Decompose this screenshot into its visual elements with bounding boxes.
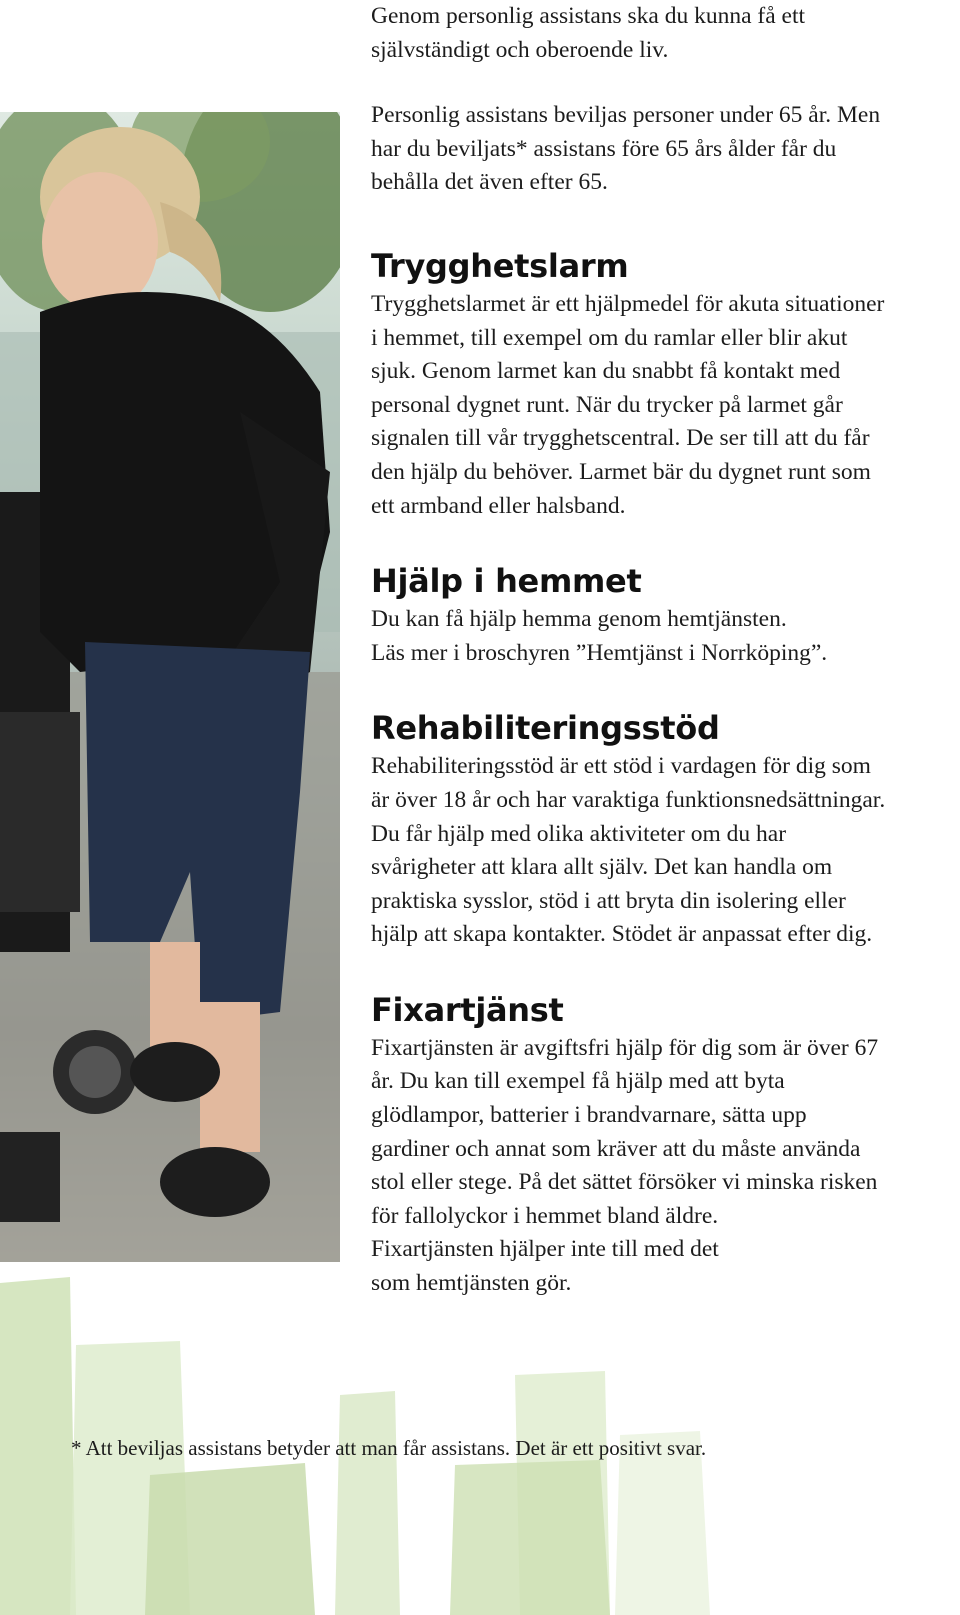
section-title: Trygghetslarm: [371, 246, 629, 285]
text-line: Personlig assistans beviljas personer under 65 år. Men: [371, 102, 881, 129]
photo-woman-wheelchair: [0, 112, 340, 1262]
text-line: i hemmet, till exempel om du ramlar eller blir akut: [371, 324, 848, 351]
section-rehabiliteringsstod: [371, 708, 956, 952]
text-line: Rehabiliteringsstöd är ett stöd i vardagen för dig som: [371, 753, 871, 780]
intro-paragraph-2: [371, 99, 956, 200]
text-line: för fallolyckor i hemmet bland äldre.: [371, 1202, 719, 1229]
text-line: personal dygnet runt. När du trycker på larmet går: [371, 391, 843, 418]
footnote: * Att beviljas assistans betyder att man får assistans. Det är ett positivt svar.: [71, 1436, 707, 1460]
text-line: Trygghetslarmet är ett hjälpmedel för akuta situationer: [371, 290, 885, 317]
text-line: behålla det även efter 65.: [371, 169, 608, 196]
section-title: Fixartjänst: [371, 990, 564, 1029]
intro-paragraph-1: [371, 0, 956, 67]
text-line: hjälp att skapa kontakter. Stödet är anpassat efter dig.: [371, 921, 873, 948]
section-body: [371, 288, 956, 523]
text-line: Du kan få hjälp hemma genom hemtjänsten.: [371, 606, 787, 633]
text-line: signalen till vår trygghetscentral. De ser till att du får: [371, 425, 870, 452]
photo-illustration: [0, 112, 340, 1262]
text-line: som hemtjänsten gör.: [371, 1270, 572, 1297]
text-line: Du får hjälp med olika aktiviteter om du har: [371, 820, 787, 847]
text-line: glödlampor, batterier i brandvarnare, sätta upp: [371, 1102, 807, 1129]
text-line: sjuk. Genom larmet kan du snabbt få kontakt med: [371, 358, 841, 385]
text-line: Genom personlig assistans ska du kunna få ett: [371, 3, 806, 29]
text-line: har du beviljats* assistans före 65 års ålder får du: [371, 135, 837, 162]
text-line: gardiner och annat som kräver att du måste använda: [371, 1135, 861, 1162]
section-body: [371, 1032, 956, 1301]
section-title: Hjälp i hemmet: [371, 562, 642, 601]
text-line: självständigt och oberoende liv.: [371, 36, 669, 63]
text-line: Fixartjänsten hjälper inte till med det: [371, 1236, 719, 1263]
text-line: år. Du kan till exempel få hjälp med att byta: [371, 1068, 785, 1095]
text-line: den hjälp du behöver. Larmet bär du dygnet runt som: [371, 458, 871, 485]
text-line: Läs mer i broschyren ”Hemtjänst i Norrköping”.: [371, 639, 828, 666]
section-fixartjanst: [371, 990, 956, 1301]
section-hjalp-i-hemmet: [371, 561, 956, 670]
section-body: [371, 603, 956, 670]
text-line: Fixartjänsten är avgiftsfri hjälp för dig som är över 67: [371, 1034, 879, 1061]
text-line: stol eller stege. På det sättet försöker vi minska risken: [371, 1169, 878, 1196]
text-line: är över 18 år och har varaktiga funktionsnedsättningar.: [371, 786, 886, 813]
section-title: Rehabiliteringsstöd: [371, 709, 720, 748]
text-line: ett armband eller halsband.: [371, 492, 626, 519]
text-line: svårigheter att klara allt själv. Det kan handla om: [371, 854, 833, 881]
text-line: praktiska sysslor, stöd i att bryta din isolering eller: [371, 887, 846, 914]
text-column: [371, 0, 956, 1301]
section-body: [371, 750, 956, 952]
section-trygghetslarm: [371, 246, 956, 523]
